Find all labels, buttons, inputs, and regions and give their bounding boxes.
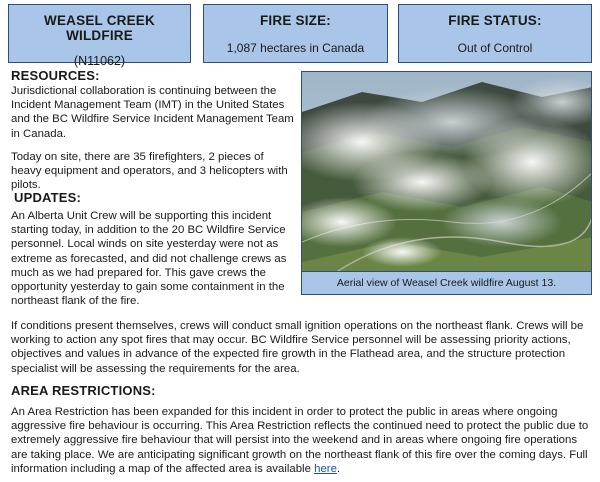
fire-size-box (203, 4, 388, 63)
area-restrictions-paragraph (11, 405, 593, 476)
updates-heading: UPDATES: (14, 190, 82, 205)
fire-status-box (398, 4, 592, 63)
resources-paragraph-1: Jurisdictional collaboration is continuing between the Incident Management Team (IMT) in the United States and the BC Wildfire Service Incident Management Team in Canada. (11, 85, 294, 140)
fire-size-value: 1,087 hectares in Canada (226, 41, 365, 55)
fire-size-title: FIRE SIZE: (259, 13, 331, 28)
aerial-wildfire-photo (301, 71, 592, 295)
resources-paragraph-2: Today on site, there are 35 firefighters, 2 pieces of heavy equipment and operators, and 3 helicopters with pilots. (11, 151, 288, 192)
updates-paragraph-2: If conditions present themselves, crews will conduct small ignition operations on the northeast flank. Crews will be working to action any spot fires that may occur. BC Wildfire Service personnel will be assessing priority actions, objectives and values in advance of the expected fire growth in the Flathead area, and the structure protection specialist will be assessing the requirements for the area. (11, 320, 584, 375)
photo-caption: Aerial view of Weasel Creek wildfire August 13. (301, 271, 592, 295)
resources-heading: RESOURCES: (11, 68, 100, 83)
fire-name-title: WEASEL CREEK WILDFIRE (44, 13, 155, 43)
area-restrictions-heading: AREA RESTRICTIONS: (11, 383, 156, 398)
map-link[interactable]: here (314, 462, 337, 475)
fire-name-box (8, 4, 191, 68)
area-restrictions-text: An Area Restriction has been expanded for this incident in order to protect the public in areas where ongoing aggressive fire behaviour is occurring. This Area Restriction reflects the continued need to protect the public due to extremely aggressive fire behaviour that will persist into the weekend and in areas where ongoing fire operations are taking place. We are anticipating significant growth on the northeast flank of this fire over the coming days. Full information including a map of the affected area is available (11, 406, 589, 475)
fire-status-value: Out of Control (457, 41, 533, 55)
fire-id: (N11062) (73, 54, 126, 68)
fire-status-title: FIRE STATUS: (448, 13, 542, 28)
updates-paragraph-1: An Alberta Unit Crew will be supporting this incident starting today, in addition to the 20 BC Wildfire Service personnel. Local winds on site yesterday were not as extreme as forecasted, and did not challenge crews as much as we had prepared for. This gave crews the opportunity yesterday to gain some containment in the northeast flank of the fire. (11, 210, 287, 308)
area-restrictions-end: . (336, 462, 341, 475)
